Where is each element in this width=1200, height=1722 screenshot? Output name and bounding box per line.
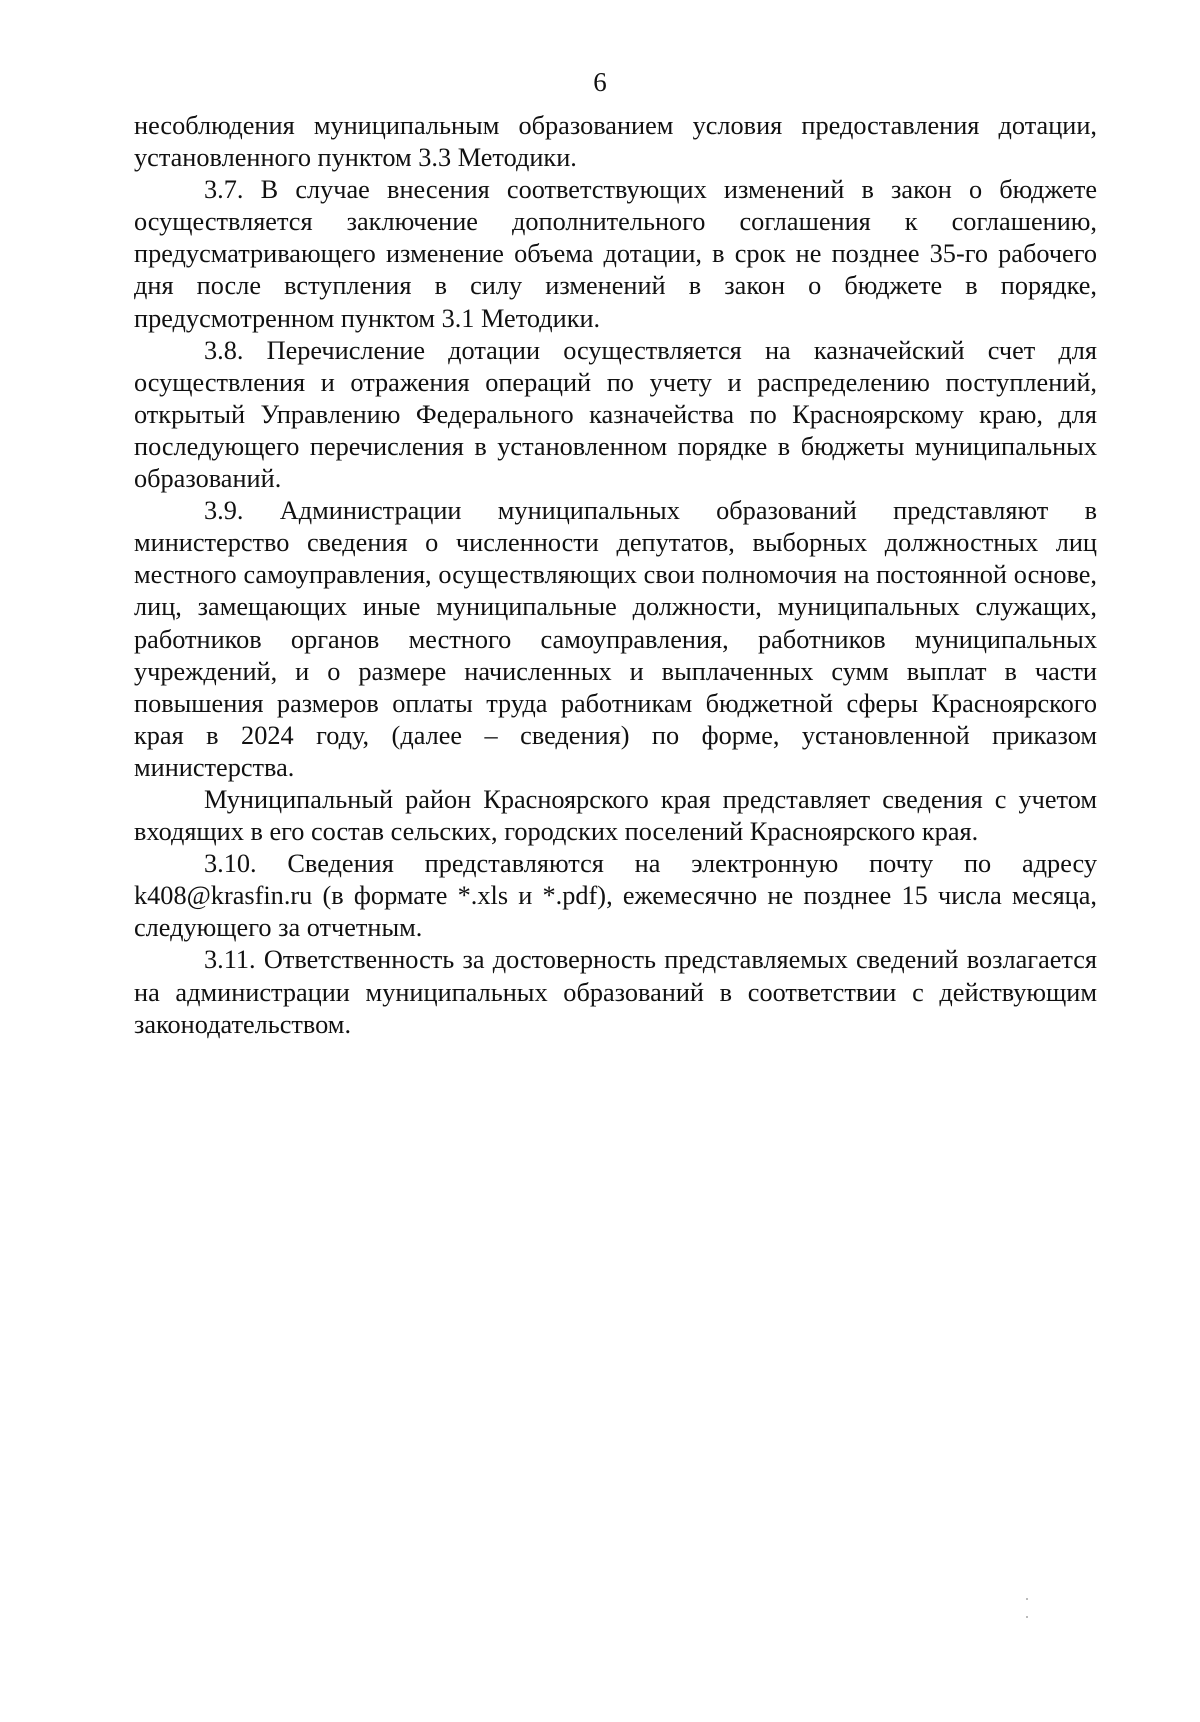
paragraph-3-9: 3.9. Администрации муниципальных образований представляют в министерство сведения о численности депутатов, выборных должностных лиц местного самоуправления, осуществляющих свои полномочия на постоянной основе, лиц, замещающих иные муниципальные должности, муниципальных служащих, работников органов местного самоуправления, работников муниципальных учреждений, и о размере начисленных и выплаченных сумм выплат в части повышения размеров оплаты труда работникам бюджетной сферы Красноярского края в 2024 году, (далее – сведения) по форме, установленной приказом министерства. bbox=[134, 496, 1097, 782]
scan-artifact bbox=[1026, 1616, 1028, 1618]
paragraph-continuation: несоблюдения муниципальным образованием условия предоставления дотации, установленного пунктом 3.3 Методики. bbox=[134, 111, 1097, 173]
page-number: 6 bbox=[593, 67, 607, 97]
document-body bbox=[134, 110, 1097, 1041]
paragraph-3-11: 3.11. Ответственность за достоверность представляемых сведений возлагается на администрации муниципальных образований в соответствии с действующим законодательством. bbox=[134, 945, 1097, 1039]
paragraph-3-8: 3.8. Перечисление дотации осуществляется на казначейский счет для осуществления и отражения операций по учету и распределению поступлений, открытый Управлению Федерального казначейства по Красноярскому краю, для последующего перечисления в установленном порядке в бюджеты муниципальных образований. bbox=[134, 335, 1097, 494]
paragraph-3-7: 3.7. В случае внесения соответствующих изменений в закон о бюджете осуществляется заключение дополнительного соглашения к соглашению, предусматривающего изменение объема дотации, в срок не позднее 35-го рабочего дня после вступления в силу изменений в закон о бюджете в порядке, предусмотренном пунктом 3.1 Методики. bbox=[134, 175, 1097, 333]
paragraph-3-10: 3.10. Сведения представляются на электронную почту по адресу k408@krasfin.ru (в формате *.xls и *.pdf), ежемесячно не позднее 15 числа месяца, следующего за отчетным. bbox=[134, 849, 1097, 943]
scan-artifact bbox=[1026, 1598, 1028, 1600]
paragraph-municipal-district: Муниципальный район Красноярского края представляет сведения с учетом входящих в его состав сельских, городских поселений Красноярского края. bbox=[134, 784, 1097, 847]
